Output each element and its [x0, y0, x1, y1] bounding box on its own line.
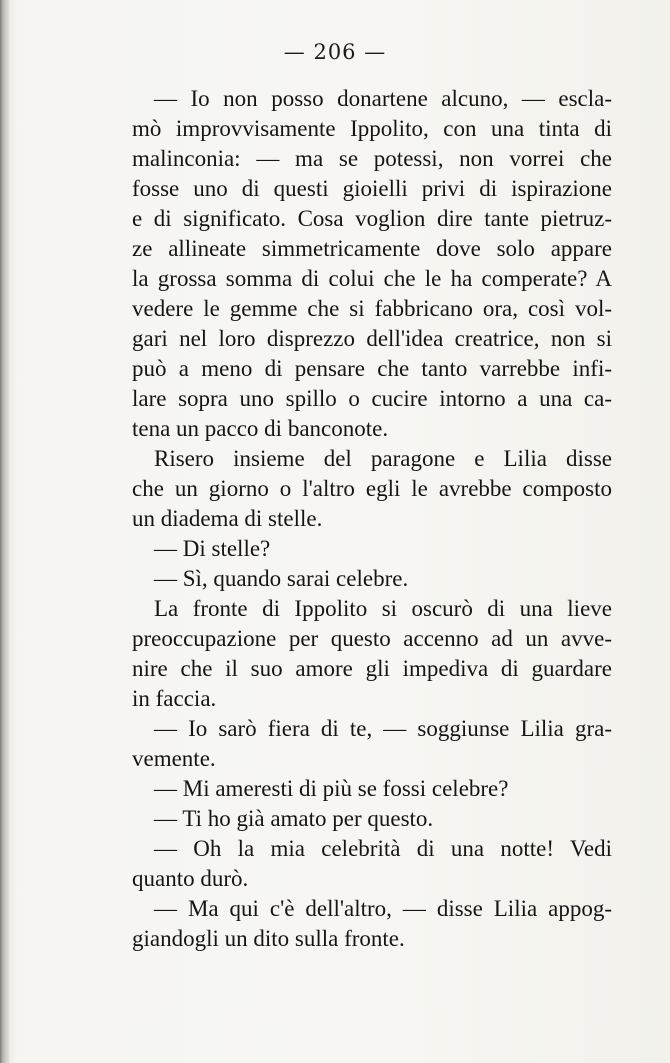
- text-line: — Io sarò fiera di te, — soggiunse Lilia gra-: [154, 716, 612, 741]
- text-line: giandogli un dito sulla fronte.: [132, 926, 405, 951]
- text-line: malinconia: — ma se potessi, non vorrei che: [132, 146, 612, 171]
- text-line: vemente.: [132, 746, 216, 771]
- text-line: — Sì, quando sarai celebre.: [154, 566, 409, 591]
- text-line: e di significato. Cosa voglion dire tante pietruz-: [132, 206, 612, 231]
- text-line: fosse uno di questi gioielli privi di ispirazione: [132, 176, 612, 201]
- text-line: — Di stelle?: [154, 536, 271, 561]
- text-line: ze allineate simmetricamente dove solo appare: [132, 236, 612, 261]
- text-line: — Oh la mia celebrità di una notte! Vedi: [154, 836, 612, 861]
- text-line: può a meno di pensare che tanto varrebbe infi-: [132, 356, 612, 381]
- text-line: — Ma qui c'è dell'altro, — disse Lilia appog-: [154, 896, 612, 921]
- text-line: nire che il suo amore gli impediva di guardare: [132, 656, 612, 681]
- text-line: la grossa somma di colui che le ha comperate? A: [132, 266, 612, 291]
- text-line: — Io non posso donartene alcuno, — escla-: [154, 86, 612, 111]
- text-line: mò improvvisamente Ippolito, con una tinta di: [132, 116, 612, 141]
- text-line: un diadema di stelle.: [132, 506, 323, 531]
- text-line: — Ti ho già amato per questo.: [154, 806, 434, 831]
- body-text: [132, 84, 612, 954]
- page-spine-shadow: [0, 0, 10, 1063]
- text-line: gari nel loro disprezzo dell'idea creatrice, non si: [132, 326, 612, 351]
- text-line: Risero insieme del paragone e Lilia disse: [154, 446, 612, 471]
- text-line: tena un pacco di banconote.: [132, 416, 389, 441]
- text-line: vedere le gemme che si fabbricano ora, così vol-: [132, 296, 612, 321]
- text-line: quanto durò.: [132, 866, 249, 891]
- text-line: lare sopra uno spillo o cucire intorno a una ca-: [132, 386, 612, 411]
- text-line: La fronte di Ippolito si oscurò di una lieve: [154, 596, 612, 621]
- text-line: che un giorno o l'altro egli le avrebbe composto: [132, 476, 612, 501]
- page-number: — 206 —: [283, 40, 387, 64]
- text-line: — Mi ameresti di più se fossi celebre?: [154, 776, 509, 801]
- text-line: preoccupazione per questo accenno ad un avve-: [132, 626, 612, 651]
- text-line: in faccia.: [132, 686, 217, 711]
